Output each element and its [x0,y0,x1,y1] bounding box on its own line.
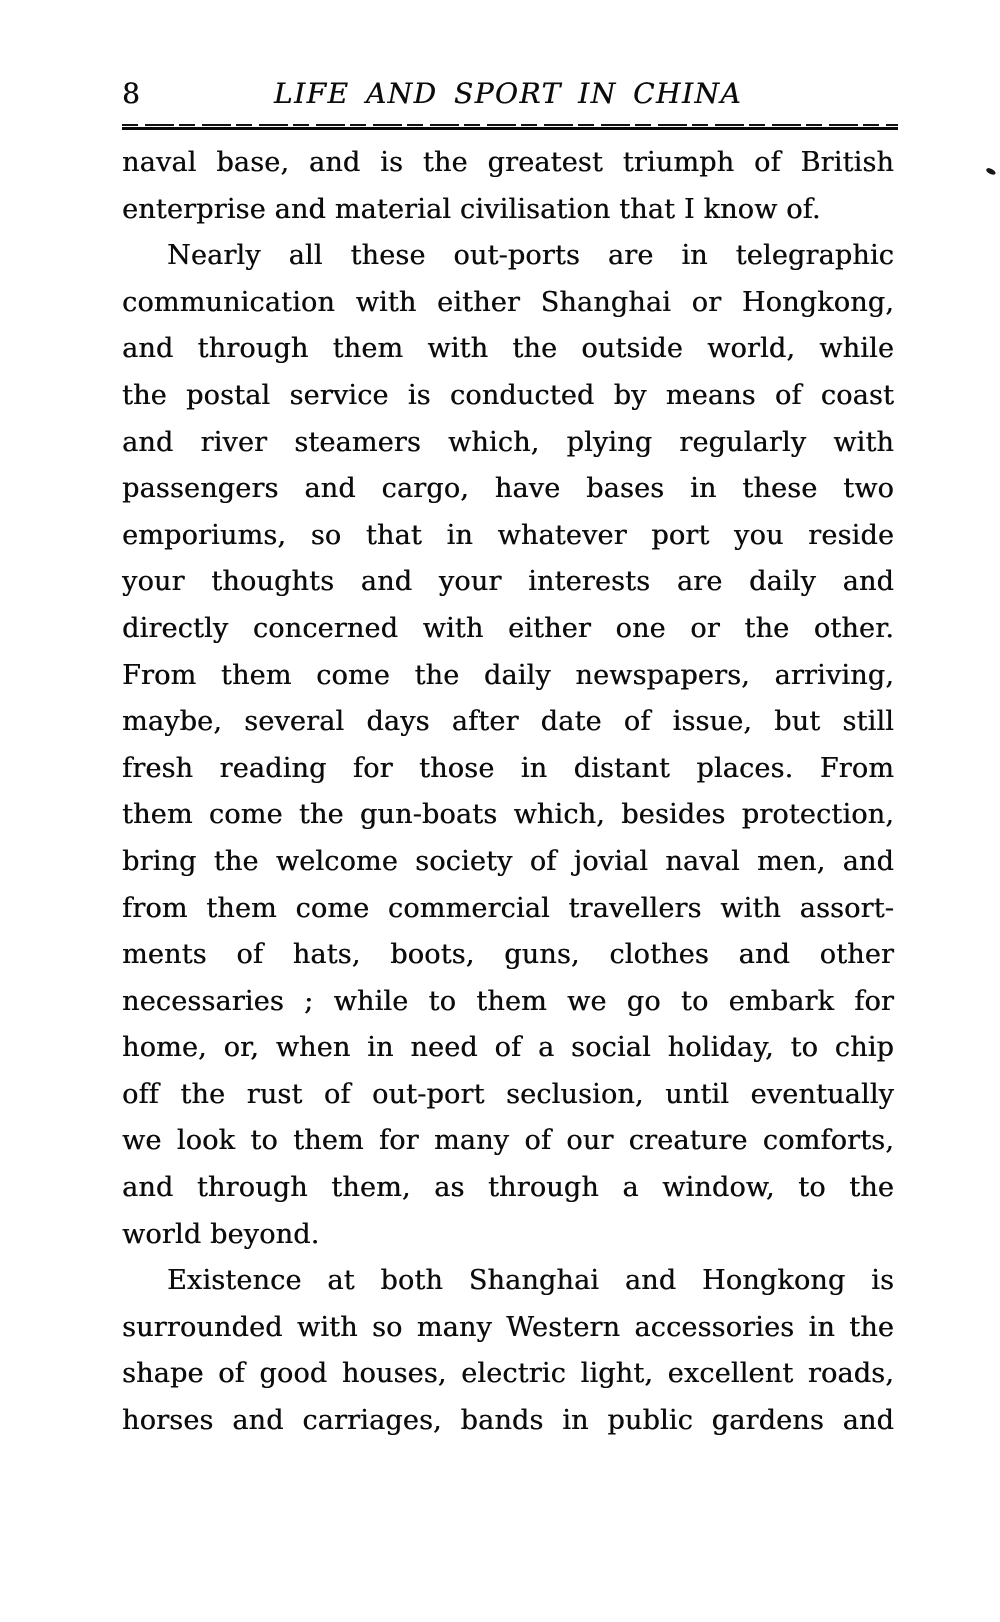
text-line: necessaries ; while to them we go to embark for [122,985,894,1017]
text-line: off the rust of out-port seclusion, until eventually [122,1078,894,1110]
text-line: ments of hats, boots, guns, clothes and other [122,939,894,971]
text-line: we look to them for many of our creature comforts, [122,1125,894,1157]
text-line: the postal service is conducted by means of coast [122,379,894,411]
text-line: and river steamers which, plying regularly with [122,426,894,458]
text-line: fresh reading for those in distant places. From [122,752,894,784]
text-line: passengers and cargo, have bases in these two [122,473,894,505]
body-text [122,140,894,1445]
text-line: and through them, as through a window, to the [122,1172,894,1204]
text-line: shape of good houses, electric light, excellent roads, [122,1358,894,1390]
text-line: naval base, and is the greatest triumph of British [122,147,894,178]
text-line: Existence at both Shanghai and Hongkong is [167,1265,894,1297]
text-line: your thoughts and your interests are daily and [122,566,894,598]
text-line: and through them with the outside world, while [122,333,894,365]
text-line: From them come the daily newspapers, arriving, [122,659,894,691]
text-line: maybe, several days after date of issue, but still [122,706,894,738]
text-line: world beyond. [122,1218,320,1250]
header-rule-line [122,127,898,130]
running-title: LIFE AND SPORT IN CHINA [273,77,743,110]
text-line: them come the gun-boats which, besides protection, [122,799,894,831]
page-number: 8 [122,77,140,110]
text-line: horses and carriages, bands in public gardens and [122,1405,894,1437]
header-rule-dashes [122,124,898,126]
text-line: communication with either Shanghai or Hongkong, [122,286,894,318]
text-line: surrounded with so many Western accessories in the [122,1311,894,1343]
text-line: enterprise and material civilisation that I know of. [122,193,821,225]
text-line: directly concerned with either one or the other. [122,612,894,644]
text-line: from them come commercial travellers with assort- [122,892,894,924]
text-line: home, or, when in need of a social holiday, to chip [122,1032,894,1064]
text-line: emporiums, so that in whatever port you reside [122,519,894,551]
header-rule [122,124,898,130]
text-line: Nearly all these out-ports are in telegraphic [167,240,894,272]
text-line: bring the welcome society of jovial naval men, and [122,845,894,877]
page-header [122,77,894,112]
ink-speck [985,167,996,176]
